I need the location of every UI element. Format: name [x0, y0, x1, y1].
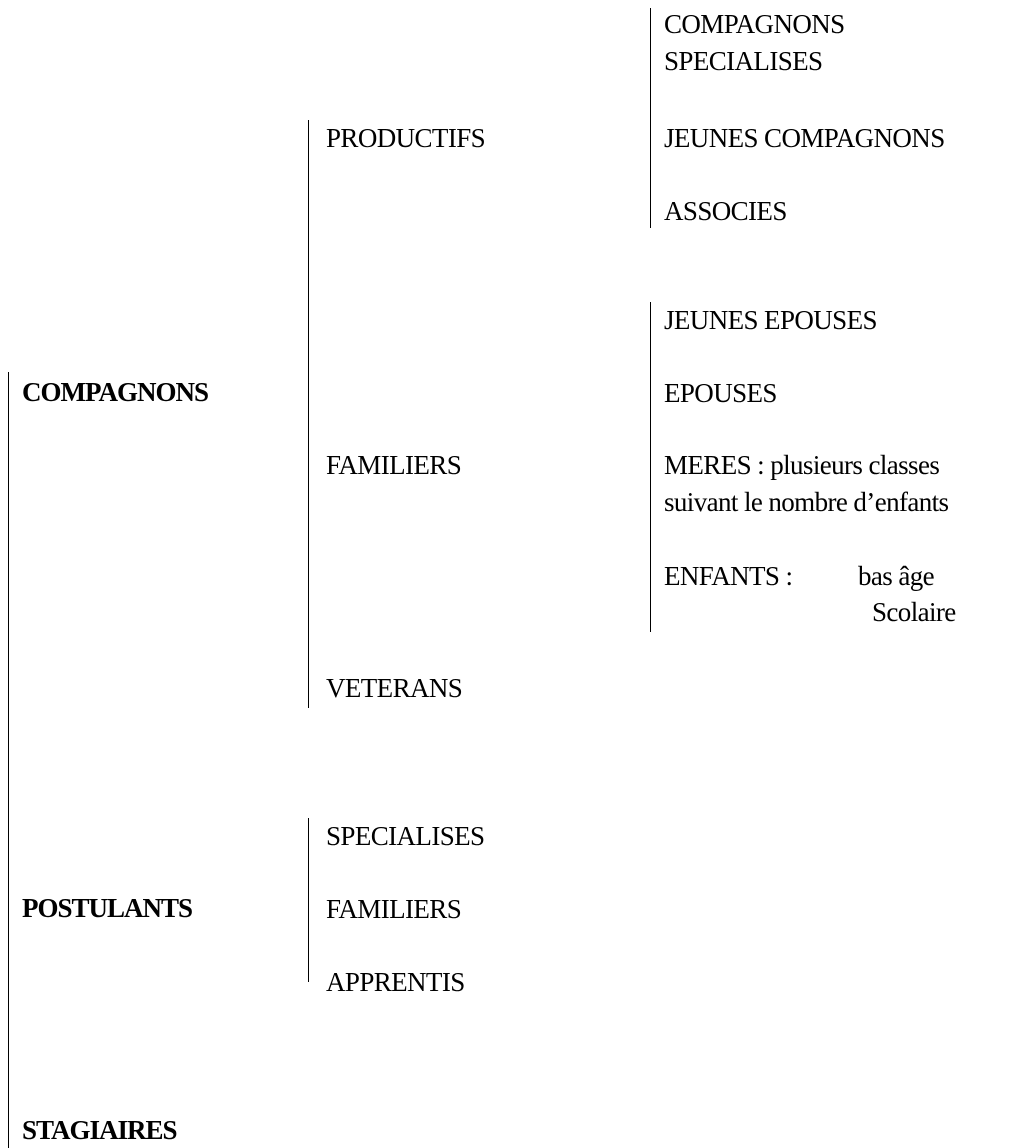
member-compagnons-specialises-line2: SPECIALISES [664, 46, 823, 76]
member-jeunes-epouses: JEUNES EPOUSES [664, 305, 877, 335]
bracket-line-productifs-members [650, 8, 651, 228]
level1-postulants: POSTULANTS [22, 893, 193, 923]
member-meres-line2: suivant le nombre d’enfants [664, 487, 949, 517]
member-meres-line1: MERES : plusieurs classes [664, 450, 940, 480]
member-enfants-scolaire: Scolaire [872, 597, 956, 627]
member-epouses: EPOUSES [664, 378, 777, 408]
group-veterans: VETERANS [326, 673, 463, 703]
level1-compagnons: COMPAGNONS [22, 377, 208, 407]
level1-stagiaires: STAGIAIRES [22, 1115, 177, 1145]
bracket-line-familiers-members [650, 302, 651, 632]
group-productifs: PRODUCTIFS [326, 123, 486, 153]
member-enfants-bas-age: bas âge [858, 561, 935, 591]
bracket-line-postulants-groups [308, 818, 309, 982]
postulants-apprentis: APPRENTIS [326, 967, 465, 997]
member-enfants: ENFANTS : [664, 561, 793, 591]
member-jeunes-compagnons: JEUNES COMPAGNONS [664, 123, 945, 153]
bracket-line-root [8, 372, 9, 1148]
bracket-line-compagnons-groups [308, 120, 309, 708]
group-familiers: FAMILIERS [326, 450, 462, 480]
member-compagnons-specialises-line1: COMPAGNONS [664, 9, 845, 39]
postulants-specialises: SPECIALISES [326, 821, 485, 851]
postulants-familiers: FAMILIERS [326, 894, 462, 924]
member-associes: ASSOCIES [664, 196, 787, 226]
